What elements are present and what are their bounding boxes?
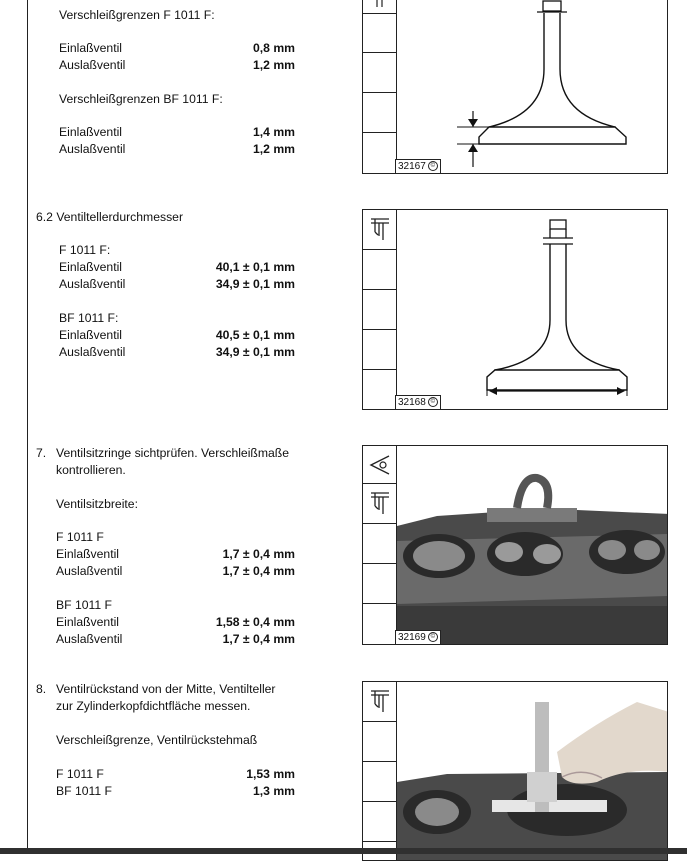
label-einlass: Einlaßventil (59, 260, 122, 274)
figure-icon-strip (363, 0, 397, 173)
value-einlass: 1,7 ± 0,4 mm (222, 547, 295, 561)
value-auslass: 1,2 mm (252, 142, 295, 156)
label-auslass: Auslaßventil (59, 58, 126, 72)
value-einlass: 0,8 mm (252, 41, 295, 55)
bottom-edge-bar (0, 848, 687, 854)
label-einlass: Einlaßventil (59, 125, 122, 139)
value-limit: 1,3 mm (252, 784, 295, 798)
valve-drawing (397, 0, 668, 174)
label-auslass: Auslaßventil (59, 345, 126, 359)
wear-limit-title-bf: Verschleißgrenzen BF 1011 F: (59, 92, 223, 106)
label-einlass: Einlaßventil (59, 328, 122, 342)
caliper-icon (363, 210, 396, 250)
value-limit: 1,53 mm (246, 767, 295, 781)
section-heading: 6.2 Ventiltellerdurchmesser (36, 210, 183, 224)
label-auslass: Auslaßventil (56, 564, 123, 578)
caliper-icon (363, 682, 396, 722)
copyright-icon: © (428, 632, 438, 642)
figure-valve-diameter (362, 209, 668, 410)
subheading: Verschleißgrenze, Ventilrückstehmaß (56, 733, 258, 747)
step-text-line: Ventilrückstand von der Mitte, Ventilteller (56, 682, 276, 696)
label-einlass: Einlaßventil (56, 547, 119, 561)
value-einlass: 1,4 mm (252, 125, 295, 139)
value-einlass: 40,1 ± 0,1 mm (215, 260, 295, 274)
label-einlass: Einlaßventil (59, 41, 122, 55)
value-auslass: 1,7 ± 0,4 mm (222, 632, 295, 646)
engine-group-label: BF 1011 F (56, 598, 112, 612)
figure-valve-seat-photo (362, 445, 668, 645)
label-auslass: Auslaßventil (59, 277, 126, 291)
step-number: 8. (36, 682, 47, 696)
figure-valve-edge-height (362, 0, 668, 174)
left-margin-rule (27, 0, 28, 848)
value-auslass: 1,2 mm (252, 58, 295, 72)
wear-limit-title-f: Verschleißgrenzen F 1011 F: (59, 8, 215, 22)
value-auslass: 34,9 ± 0,1 mm (215, 277, 295, 291)
value-auslass: 1,7 ± 0,4 mm (222, 564, 295, 578)
figure-valve-recess-photo (362, 681, 668, 861)
step-text-line: zur Zylinderkopfdichtfläche messen. (56, 699, 251, 713)
engine-label: BF 1011 F (56, 784, 112, 798)
measuring-photo (397, 682, 668, 861)
engine-label: F 1011 F (56, 767, 104, 781)
label-auslass: Auslaßventil (56, 632, 123, 646)
engine-group-label: F 1011 F: (59, 243, 111, 257)
caliper-icon (363, 484, 396, 524)
value-einlass: 1,58 ± 0,4 mm (215, 615, 295, 629)
eye-inspect-icon (363, 446, 396, 484)
step-number: 7. (36, 446, 47, 460)
figure-icon-strip (363, 682, 397, 860)
value-einlass: 40,5 ± 0,1 mm (215, 328, 295, 342)
value-auslass: 34,9 ± 0,1 mm (215, 345, 295, 359)
figure-icon-strip (363, 210, 397, 409)
figure-number: 32169 © (395, 630, 441, 644)
figure-icon-strip (363, 446, 397, 644)
figure-number: 32168 © (395, 395, 441, 409)
subheading: Ventilsitzbreite: (56, 497, 138, 511)
caliper-icon (363, 0, 396, 14)
engine-group-label: BF 1011 F: (59, 311, 119, 325)
copyright-icon: © (428, 161, 438, 171)
step-text-line: kontrollieren. (56, 463, 126, 477)
cylinder-head-photo (397, 446, 668, 645)
figure-number: 32167 © (395, 159, 441, 173)
valve-drawing (397, 210, 668, 410)
engine-group-label: F 1011 F (56, 530, 104, 544)
copyright-icon: © (428, 397, 438, 407)
label-einlass: Einlaßventil (56, 615, 119, 629)
label-auslass: Auslaßventil (59, 142, 126, 156)
step-text-line: Ventilsitzringe sichtprüfen. Verschleißmaße (56, 446, 290, 460)
